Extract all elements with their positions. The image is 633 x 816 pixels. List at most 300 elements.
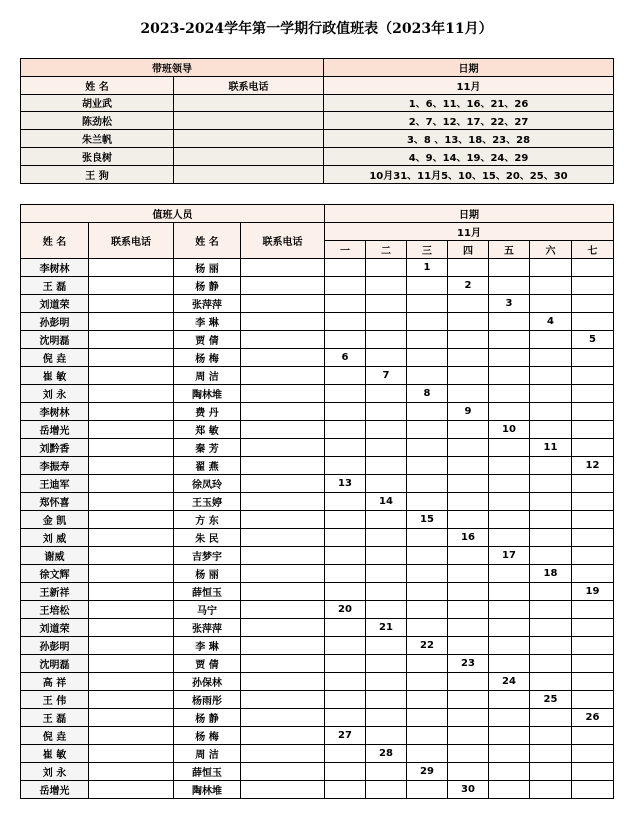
empty-day-cell	[407, 745, 448, 763]
duty-row	[21, 493, 614, 511]
duty-row	[21, 295, 614, 313]
duty-phone-cell	[89, 475, 174, 493]
empty-day-cell	[530, 529, 572, 547]
duty-name2-cell: 杨 静	[174, 277, 241, 295]
duty-name2-cell: 马宁	[174, 601, 241, 619]
empty-day-cell	[572, 403, 614, 421]
empty-day-cell	[448, 673, 489, 691]
duty-row	[21, 331, 614, 349]
duty-phone2-cell	[241, 619, 325, 637]
duty-day-cell: 3	[489, 295, 530, 313]
leader-name-cell: 朱兰帆	[21, 130, 174, 148]
duty-phone2-cell	[241, 763, 325, 781]
leader-phone-header: 联系电话	[174, 76, 324, 94]
duty-row	[21, 439, 614, 457]
duty-name-cell: 李树林	[21, 259, 89, 277]
empty-day-cell	[325, 673, 366, 691]
empty-day-cell	[489, 583, 530, 601]
duty-phone2-cell	[241, 691, 325, 709]
duty-row	[21, 349, 614, 367]
empty-day-cell	[325, 691, 366, 709]
empty-day-cell	[448, 691, 489, 709]
duty-row	[21, 601, 614, 619]
duty-row	[21, 313, 614, 331]
empty-day-cell	[489, 349, 530, 367]
duty-phone-cell	[89, 781, 174, 799]
empty-day-cell	[366, 655, 407, 673]
empty-day-cell	[325, 745, 366, 763]
duty-day-cell: 15	[407, 511, 448, 529]
duty-name-cell: 刘 威	[21, 529, 89, 547]
duty-name-cell: 王培松	[21, 601, 89, 619]
empty-day-cell	[489, 331, 530, 349]
duty-day-cell: 2	[448, 277, 489, 295]
empty-day-cell	[489, 763, 530, 781]
empty-day-cell	[572, 295, 614, 313]
empty-day-cell	[572, 313, 614, 331]
duty-name-cell: 刘道荣	[21, 619, 89, 637]
duty-phone2-cell	[241, 673, 325, 691]
duty-day-cell: 13	[325, 475, 366, 493]
leader-phone-cell	[174, 112, 324, 130]
duty-day-cell: 16	[448, 529, 489, 547]
duty-phone2-cell	[241, 727, 325, 745]
empty-day-cell	[366, 637, 407, 655]
empty-day-cell	[489, 493, 530, 511]
empty-day-cell	[448, 475, 489, 493]
empty-day-cell	[407, 583, 448, 601]
duty-day-cell: 6	[325, 349, 366, 367]
duty-day-cell: 30	[448, 781, 489, 799]
duty-name2-cell: 杨 丽	[174, 259, 241, 277]
weekday-header: 七	[572, 241, 614, 259]
leader-name-cell: 王 狗	[21, 165, 174, 183]
leader-phone-cell	[174, 94, 324, 112]
empty-day-cell	[366, 583, 407, 601]
empty-day-cell	[530, 511, 572, 529]
duty-day-cell: 4	[530, 313, 572, 331]
duty-name2-cell: 张萍萍	[174, 295, 241, 313]
empty-day-cell	[366, 349, 407, 367]
duty-name2-cell: 李 琳	[174, 313, 241, 331]
empty-day-cell	[489, 475, 530, 493]
leader-name-cell: 胡业武	[21, 94, 174, 112]
empty-day-cell	[572, 529, 614, 547]
duty-phone2-cell	[241, 781, 325, 799]
duty-day-cell: 12	[572, 457, 614, 475]
duty-name2-cell: 张萍萍	[174, 619, 241, 637]
duty-day-cell: 19	[572, 583, 614, 601]
empty-day-cell	[448, 313, 489, 331]
duty-row	[21, 655, 614, 673]
empty-day-cell	[325, 403, 366, 421]
duty-row	[21, 727, 614, 745]
empty-day-cell	[407, 781, 448, 799]
empty-day-cell	[448, 583, 489, 601]
empty-day-cell	[489, 529, 530, 547]
duty-row	[21, 403, 614, 421]
duty-row	[21, 709, 614, 727]
duty-name-cell: 金 凯	[21, 511, 89, 529]
leader-phone-cell	[174, 147, 324, 165]
leader-row	[21, 94, 614, 112]
empty-day-cell	[489, 601, 530, 619]
empty-day-cell	[489, 655, 530, 673]
duty-phone-cell	[89, 331, 174, 349]
duty-name2-cell: 陶林堆	[174, 385, 241, 403]
duty-name2-cell: 吉梦宇	[174, 547, 241, 565]
duty-name2-cell: 费 丹	[174, 403, 241, 421]
duty-phone2-cell	[241, 709, 325, 727]
empty-day-cell	[572, 763, 614, 781]
duty-phone-cell	[89, 295, 174, 313]
empty-day-cell	[489, 781, 530, 799]
empty-day-cell	[489, 511, 530, 529]
duty-phone-cell	[89, 763, 174, 781]
duty-row	[21, 619, 614, 637]
duty-day-cell: 24	[489, 673, 530, 691]
empty-day-cell	[489, 403, 530, 421]
duty-phone2-cell	[241, 277, 325, 295]
empty-day-cell	[448, 637, 489, 655]
empty-day-cell	[572, 691, 614, 709]
empty-day-cell	[530, 655, 572, 673]
empty-day-cell	[572, 493, 614, 511]
empty-day-cell	[407, 547, 448, 565]
leader-month-header: 11月	[324, 76, 614, 94]
empty-day-cell	[448, 763, 489, 781]
empty-day-cell	[325, 493, 366, 511]
empty-day-cell	[448, 619, 489, 637]
empty-day-cell	[407, 313, 448, 331]
empty-day-cell	[366, 475, 407, 493]
empty-day-cell	[530, 259, 572, 277]
duty-day-cell: 1	[407, 259, 448, 277]
duty-phone2-cell	[241, 439, 325, 457]
empty-day-cell	[448, 349, 489, 367]
empty-day-cell	[366, 673, 407, 691]
empty-day-cell	[366, 547, 407, 565]
empty-day-cell	[530, 349, 572, 367]
duty-name2-cell: 朱 民	[174, 529, 241, 547]
duty-table	[20, 204, 614, 799]
duty-phone-cell	[89, 349, 174, 367]
empty-day-cell	[407, 349, 448, 367]
duty-phone-cell	[89, 421, 174, 439]
empty-day-cell	[572, 637, 614, 655]
empty-day-cell	[530, 367, 572, 385]
empty-day-cell	[530, 421, 572, 439]
duty-phone-cell	[89, 439, 174, 457]
duty-name-cell: 高 祥	[21, 673, 89, 691]
duty-name-cell: 王 磊	[21, 277, 89, 295]
duty-name-cell: 王 磊	[21, 709, 89, 727]
duty-name2-header: 姓 名	[174, 223, 241, 259]
empty-day-cell	[325, 439, 366, 457]
empty-day-cell	[530, 547, 572, 565]
empty-day-cell	[366, 565, 407, 583]
duty-name-cell: 刘道荣	[21, 295, 89, 313]
empty-day-cell	[366, 781, 407, 799]
empty-day-cell	[407, 601, 448, 619]
duty-phone2-header: 联系电话	[241, 223, 325, 259]
duty-name2-cell: 孙保林	[174, 673, 241, 691]
leader-dates-cell: 4、9、14、19、24、29	[324, 147, 614, 165]
empty-day-cell	[489, 385, 530, 403]
empty-day-cell	[489, 619, 530, 637]
duty-group-header: 值班人员	[21, 205, 325, 223]
empty-day-cell	[325, 367, 366, 385]
leader-name-header: 姓 名	[21, 76, 174, 94]
empty-day-cell	[489, 727, 530, 745]
empty-day-cell	[489, 457, 530, 475]
empty-day-cell	[530, 781, 572, 799]
empty-day-cell	[572, 439, 614, 457]
duty-day-cell: 29	[407, 763, 448, 781]
empty-day-cell	[366, 511, 407, 529]
duty-phone2-cell	[241, 601, 325, 619]
duty-name-cell: 刘 永	[21, 385, 89, 403]
empty-day-cell	[325, 547, 366, 565]
empty-day-cell	[407, 673, 448, 691]
weekday-header: 六	[530, 241, 572, 259]
duty-phone-header: 联系电话	[89, 223, 174, 259]
empty-day-cell	[448, 493, 489, 511]
empty-day-cell	[366, 259, 407, 277]
duty-phone-cell	[89, 493, 174, 511]
duty-name-cell: 王 伟	[21, 691, 89, 709]
duty-row	[21, 457, 614, 475]
empty-day-cell	[572, 349, 614, 367]
empty-day-cell	[407, 421, 448, 439]
empty-day-cell	[366, 763, 407, 781]
empty-day-cell	[407, 439, 448, 457]
duty-phone-cell	[89, 745, 174, 763]
duty-name2-cell: 杨 丽	[174, 565, 241, 583]
duty-name2-cell: 李 琳	[174, 637, 241, 655]
empty-day-cell	[572, 547, 614, 565]
duty-phone2-cell	[241, 421, 325, 439]
empty-day-cell	[572, 745, 614, 763]
duty-name2-cell: 杨雨彤	[174, 691, 241, 709]
empty-day-cell	[325, 655, 366, 673]
duty-row	[21, 277, 614, 295]
duty-row	[21, 673, 614, 691]
duty-day-cell: 9	[448, 403, 489, 421]
duty-name-cell: 王迪军	[21, 475, 89, 493]
duty-name-cell: 岳增光	[21, 421, 89, 439]
empty-day-cell	[366, 331, 407, 349]
duty-day-cell: 21	[366, 619, 407, 637]
leader-row	[21, 112, 614, 130]
empty-day-cell	[407, 367, 448, 385]
empty-day-cell	[572, 421, 614, 439]
empty-day-cell	[366, 439, 407, 457]
duty-day-cell: 18	[530, 565, 572, 583]
duty-name2-cell: 方 东	[174, 511, 241, 529]
page-title: 2023-2024学年第一学期行政值班表（2023年11月）	[140, 21, 493, 37]
empty-day-cell	[530, 637, 572, 655]
duty-name-cell: 孙彭明	[21, 313, 89, 331]
empty-day-cell	[530, 709, 572, 727]
duty-name-cell: 倪 垚	[21, 727, 89, 745]
empty-day-cell	[448, 439, 489, 457]
leader-dates-cell: 10月31、11月5、10、15、20、25、30	[324, 165, 614, 183]
empty-day-cell	[489, 439, 530, 457]
empty-day-cell	[572, 277, 614, 295]
weekday-header: 一	[325, 241, 366, 259]
duty-phone-cell	[89, 673, 174, 691]
empty-day-cell	[572, 619, 614, 637]
duty-name2-cell: 周 洁	[174, 367, 241, 385]
empty-day-cell	[572, 385, 614, 403]
duty-day-cell: 23	[448, 655, 489, 673]
empty-day-cell	[366, 727, 407, 745]
duty-row	[21, 385, 614, 403]
duty-phone-cell	[89, 529, 174, 547]
empty-day-cell	[325, 619, 366, 637]
empty-day-cell	[448, 511, 489, 529]
duty-row	[21, 421, 614, 439]
duty-name-cell: 沈明磊	[21, 655, 89, 673]
leader-phone-cell	[174, 165, 324, 183]
empty-day-cell	[572, 475, 614, 493]
empty-day-cell	[325, 259, 366, 277]
duty-phone-cell	[89, 403, 174, 421]
duty-row	[21, 529, 614, 547]
empty-day-cell	[366, 403, 407, 421]
empty-day-cell	[325, 511, 366, 529]
empty-day-cell	[366, 709, 407, 727]
empty-day-cell	[530, 331, 572, 349]
empty-day-cell	[325, 331, 366, 349]
duty-phone-cell	[89, 385, 174, 403]
leader-row	[21, 165, 614, 183]
duty-row	[21, 763, 614, 781]
empty-day-cell	[572, 259, 614, 277]
weekday-header: 三	[407, 241, 448, 259]
empty-day-cell	[325, 385, 366, 403]
duty-row	[21, 259, 614, 277]
empty-day-cell	[530, 583, 572, 601]
empty-day-cell	[407, 529, 448, 547]
empty-day-cell	[325, 781, 366, 799]
duty-name2-cell: 王玉婷	[174, 493, 241, 511]
duty-name2-cell: 杨 梅	[174, 349, 241, 367]
duty-name-cell: 刘黔香	[21, 439, 89, 457]
duty-phone-cell	[89, 457, 174, 475]
empty-day-cell	[530, 403, 572, 421]
empty-day-cell	[325, 529, 366, 547]
empty-day-cell	[489, 313, 530, 331]
leader-row	[21, 147, 614, 165]
empty-day-cell	[366, 313, 407, 331]
duty-day-cell: 17	[489, 547, 530, 565]
leader-dates-cell: 1、6、11、16、21、26	[324, 94, 614, 112]
empty-day-cell	[448, 547, 489, 565]
empty-day-cell	[448, 367, 489, 385]
duty-phone2-cell	[241, 259, 325, 277]
leader-phone-cell	[174, 130, 324, 148]
empty-day-cell	[489, 277, 530, 295]
duty-name-cell: 刘 永	[21, 763, 89, 781]
duty-phone-cell	[89, 709, 174, 727]
duty-phone-cell	[89, 277, 174, 295]
duty-name2-cell: 杨 静	[174, 709, 241, 727]
empty-day-cell	[530, 745, 572, 763]
leader-dates-cell: 3、8 、13、18、23、28	[324, 130, 614, 148]
duty-name-cell: 徐文辉	[21, 565, 89, 583]
empty-day-cell	[407, 709, 448, 727]
duty-day-cell: 26	[572, 709, 614, 727]
empty-day-cell	[448, 457, 489, 475]
duty-name2-cell: 郑 敏	[174, 421, 241, 439]
empty-day-cell	[407, 403, 448, 421]
empty-day-cell	[572, 367, 614, 385]
empty-day-cell	[489, 709, 530, 727]
duty-day-cell: 11	[530, 439, 572, 457]
duty-day-cell: 27	[325, 727, 366, 745]
duty-day-cell: 8	[407, 385, 448, 403]
empty-day-cell	[448, 565, 489, 583]
weekday-header: 五	[489, 241, 530, 259]
duty-phone-cell	[89, 565, 174, 583]
empty-day-cell	[572, 781, 614, 799]
empty-day-cell	[448, 727, 489, 745]
empty-day-cell	[448, 331, 489, 349]
duty-name2-cell: 翟 燕	[174, 457, 241, 475]
duty-row	[21, 745, 614, 763]
empty-day-cell	[325, 583, 366, 601]
empty-day-cell	[366, 295, 407, 313]
duty-phone-cell	[89, 655, 174, 673]
weekday-header: 二	[366, 241, 407, 259]
duty-name2-cell: 周 洁	[174, 745, 241, 763]
duty-row	[21, 691, 614, 709]
empty-day-cell	[448, 385, 489, 403]
duty-name2-cell: 秦 芳	[174, 439, 241, 457]
leader-row	[21, 130, 614, 148]
empty-day-cell	[572, 601, 614, 619]
duty-phone2-cell	[241, 547, 325, 565]
duty-name-cell: 沈明磊	[21, 331, 89, 349]
duty-name2-cell: 贾 倩	[174, 331, 241, 349]
leader-name-cell: 陈劲松	[21, 112, 174, 130]
duty-row	[21, 547, 614, 565]
duty-phone-cell	[89, 583, 174, 601]
empty-day-cell	[530, 277, 572, 295]
empty-day-cell	[448, 259, 489, 277]
empty-day-cell	[489, 745, 530, 763]
duty-phone-cell	[89, 547, 174, 565]
duty-phone2-cell	[241, 403, 325, 421]
duty-phone2-cell	[241, 565, 325, 583]
empty-day-cell	[530, 619, 572, 637]
empty-day-cell	[407, 331, 448, 349]
empty-day-cell	[366, 691, 407, 709]
empty-day-cell	[366, 529, 407, 547]
duty-phone2-cell	[241, 745, 325, 763]
duty-name2-cell: 徐凤玲	[174, 475, 241, 493]
duty-row	[21, 475, 614, 493]
leader-dates-cell: 2、7、12、17、22、27	[324, 112, 614, 130]
empty-day-cell	[448, 745, 489, 763]
duty-name2-cell: 贾 倩	[174, 655, 241, 673]
duty-name-cell: 崔 敏	[21, 367, 89, 385]
duty-phone-cell	[89, 637, 174, 655]
empty-day-cell	[530, 385, 572, 403]
duty-phone2-cell	[241, 331, 325, 349]
